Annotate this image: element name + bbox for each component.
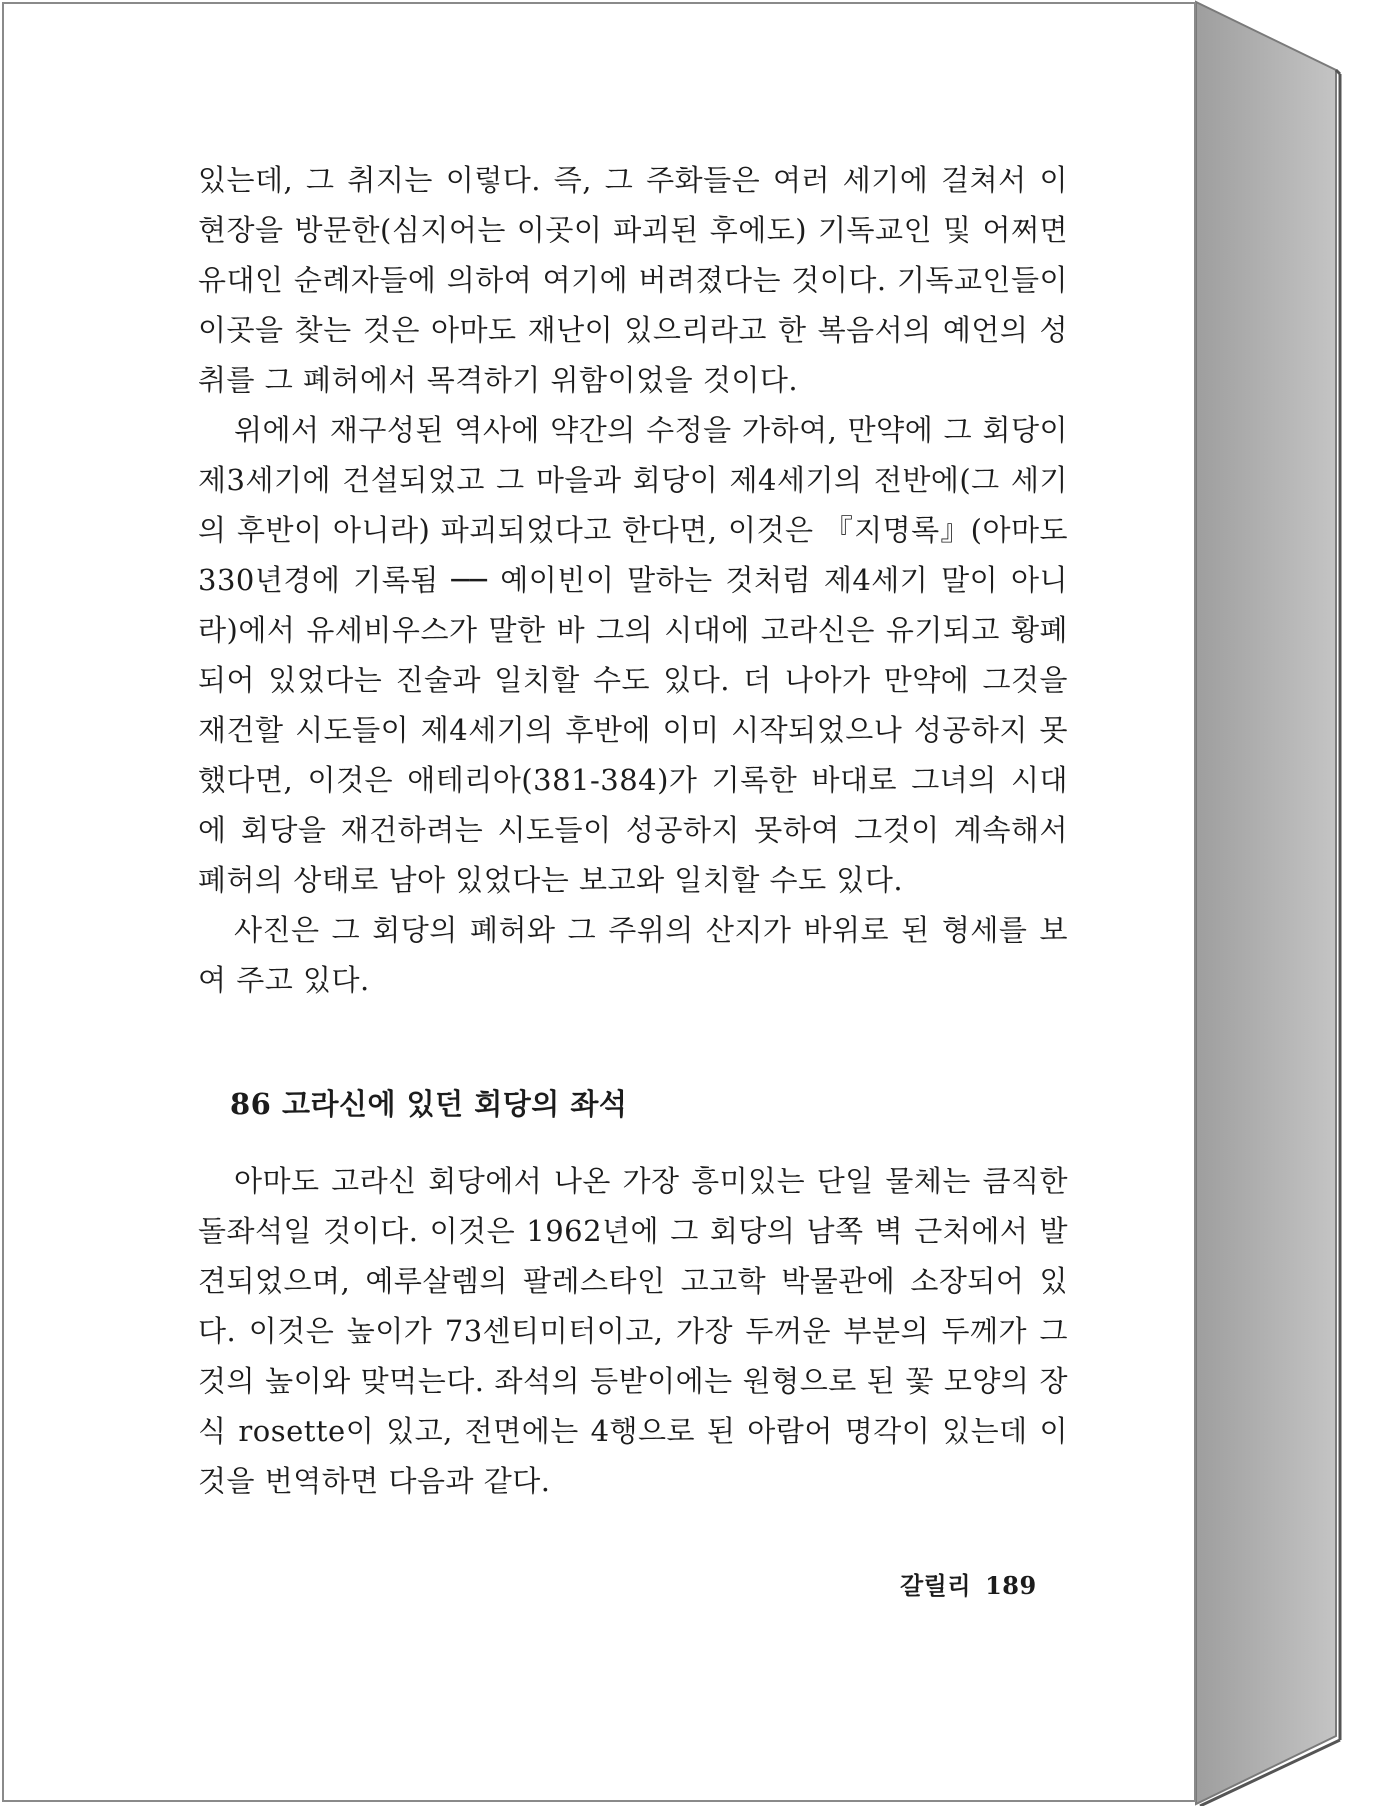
- paragraph-3: 사진은 그 회당의 폐허와 그 주위의 산지가 바위로 된 형세를 보여 주고 있다.: [198, 913, 1068, 997]
- body-text: [198, 155, 1068, 1005]
- page-footer: [900, 1566, 1037, 1601]
- running-title: 갈릴리: [900, 1571, 972, 1600]
- paragraph-1: 있는데, 그 취지는 이렇다. 즉, 그 주화들은 여러 세기에 걸쳐서 이 현장을 방문한(심지어는 이곳이 파괴된 후에도) 기독교인 및 어쩌면 유대인 순례자들에 의하여 여기에 버려졌다는 것이다. 기독교인들이 이곳을 찾는 것은 아마도 재난이 있으리라고 한 복음서의 예언의 성취를 그 폐허에서 목격하기 위함이었을 것이다.: [198, 163, 1068, 397]
- page-number: 189: [985, 1571, 1037, 1600]
- paragraph-2: 위에서 재구성된 역사에 약간의 수정을 가하여, 만약에 그 회당이 제3세기에 건설되었고 그 마을과 회당이 제4세기의 전반에(그 세기의 후반이 아니라) 파괴되었다고 한다면, 이것은 『지명록』(아마도 330년경에 기록됨 ── 예이빈이 말하는 것처럼 제4세기 말이 아니라)에서 유세비우스가 말한 바 그의 시대에 고라신은 유기되고 황폐되어 있었다는 진술과 일치할 수도 있다. 더 나아가 만약에 그것을 재건할 시도들이 제4세기의 후반에 이미 시작되었으나 성공하지 못했다면, 이것은 애테리아(381-384)가 기록한 바대로 그녀의 시대에 회당을 재건하려는 시도들이 성공하지 못하여 그것이 계속해서 폐허의 상태로 남아 있었다는 보고와 일치할 수도 있다.: [198, 413, 1068, 897]
- section-paragraph: 아마도 고라신 회당에서 나온 가장 흥미있는 단일 물체는 큼직한 돌좌석일 것이다. 이것은 1962년에 그 회당의 남쪽 벽 근처에서 발견되었으며, 예루살렘의 팔레스타인 고고학 박물관에 소장되어 있다. 이것은 높이가 73센티미터이고, 가장 두꺼운 부분의 두께가 그것의 높이와 맞먹는다. 좌석의 등받이에는 원형으로 된 꽃 모양의 장식 rosette이 있고, 전면에는 4행으로 된 아람어 명각이 있는데 이것을 번역하면 다음과 같다.: [198, 1164, 1068, 1498]
- section-body: [198, 1156, 1068, 1506]
- section-heading: 86 고라신에 있던 회당의 좌석: [230, 1087, 628, 1121]
